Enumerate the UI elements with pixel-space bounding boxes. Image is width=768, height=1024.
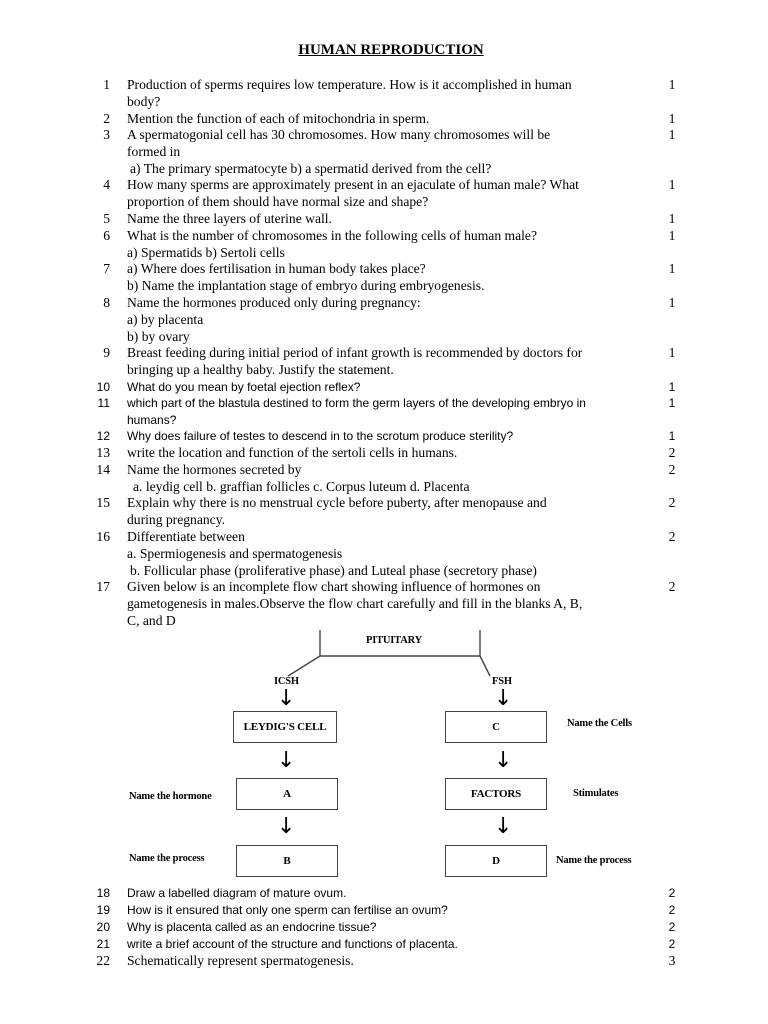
question-marks: 1	[668, 177, 676, 192]
arrow-down-icon: ↓	[494, 814, 513, 839]
question-marks: 1	[668, 77, 676, 92]
question-text	[127, 445, 657, 462]
question-marks: 3	[668, 953, 676, 968]
question-number: 1	[103, 77, 110, 92]
question-number: 2	[103, 111, 110, 126]
question-number: 21	[96, 937, 110, 951]
question-line: Schematically represent spermatogenesis.	[127, 953, 354, 968]
question-text	[127, 495, 657, 529]
box-d: D	[445, 845, 547, 877]
question-number: 8	[103, 295, 110, 310]
question-number: 13	[96, 445, 110, 460]
question-number: 5	[103, 211, 110, 226]
question-number: 18	[96, 886, 110, 900]
question-marks: 1	[668, 380, 676, 394]
question-line: Breast feeding during initial period of infant growth is recommended by doctors for	[127, 345, 583, 360]
question-text	[127, 919, 657, 936]
question-marks: 2	[668, 445, 676, 460]
question-number: 12	[96, 429, 110, 443]
question-marks: 1	[668, 211, 676, 226]
question-line: How many sperms are approximately present in an ejaculate of human male? What	[127, 177, 579, 192]
name-process-right-label: Name the process	[556, 855, 632, 866]
question-line: gametogenesis in males.Observe the flow chart carefully and fill in the blanks A, B,	[127, 595, 583, 611]
question-text	[127, 228, 657, 262]
question-line: a) Spermatids b) Sertoli cells	[127, 244, 285, 260]
question-text	[127, 127, 657, 177]
stimulates-label: Stimulates	[573, 788, 619, 799]
question-line: Name the three layers of uterine wall.	[127, 211, 332, 226]
page-title: HUMAN REPRODUCTION	[298, 42, 484, 58]
question-number: 9	[103, 345, 110, 360]
question-line: a) by placenta	[127, 311, 204, 327]
question-text	[127, 177, 657, 211]
question-number: 14	[96, 462, 110, 477]
pituitary-bracket	[320, 630, 480, 656]
question-line: humans?	[127, 412, 177, 427]
question-marks: 2	[668, 920, 676, 934]
question-marks: 2	[668, 937, 676, 951]
question-text	[127, 902, 657, 919]
question-text	[127, 211, 657, 228]
question-line: proportion of them should have normal size and shape?	[127, 193, 429, 209]
question-line: formed in	[127, 143, 181, 159]
question-line: body?	[127, 93, 161, 109]
question-number: 11	[97, 396, 110, 410]
question-text	[127, 885, 657, 902]
question-line: which part of the blastula destined to form the germ layers of the developing embryo in	[127, 396, 586, 410]
question-text	[127, 936, 657, 953]
question-line: Why does failure of testes to descend in to the scrotum produce sterility?	[127, 429, 514, 443]
question-marks: 1	[668, 261, 676, 276]
question-line: Production of sperms requires low temperature. How is it accomplished in human	[127, 77, 572, 92]
icsh-label: ICSH	[274, 676, 299, 687]
question-line: Why is placenta called as an endocrine tissue?	[127, 920, 377, 934]
question-line: a. leydig cell b. graffian follicles c. Corpus luteum d. Placenta	[133, 478, 470, 494]
question-line: b) by ovary	[127, 328, 190, 344]
question-text	[127, 462, 657, 496]
question-line: Given below is an incomplete flow chart showing influence of hormones on	[127, 579, 541, 594]
question-number: 20	[96, 920, 110, 934]
question-marks: 1	[668, 127, 676, 142]
question-line: Explain why there is no menstrual cycle before puberty, after menopause and	[127, 495, 547, 510]
question-line: a) Where does fertilisation in human body takes place?	[127, 261, 426, 276]
question-text	[127, 529, 657, 579]
question-line: How is it ensured that only one sperm can fertilise an ovum?	[127, 903, 448, 917]
question-line: Differentiate between	[127, 529, 245, 544]
question-text	[127, 395, 657, 429]
arrow-down-icon: ↓	[277, 814, 296, 839]
leydig-cell-box: LEYDIG'S CELL	[233, 711, 337, 743]
question-text	[127, 77, 657, 111]
question-text	[127, 953, 657, 970]
question-text	[127, 295, 657, 345]
question-text	[127, 579, 657, 629]
arrow-down-icon: ↓	[494, 748, 513, 773]
question-number: 7	[103, 261, 110, 276]
arrow-down-icon: ↓	[277, 686, 296, 711]
question-text	[127, 379, 657, 396]
arrow-down-icon: ↓	[494, 686, 513, 711]
question-line: Draw a labelled diagram of mature ovum.	[127, 886, 347, 900]
name-hormone-label: Name the hormone	[129, 791, 212, 802]
question-number: 17	[96, 579, 110, 594]
question-line: Name the hormones secreted by	[127, 462, 302, 477]
question-line: C, and D	[127, 612, 176, 628]
box-b: B	[236, 845, 338, 877]
question-text	[127, 261, 657, 295]
question-marks: 2	[668, 495, 676, 510]
question-line: A spermatogonial cell has 30 chromosomes. How many chromosomes will be	[127, 127, 551, 142]
question-marks: 2	[668, 462, 676, 477]
question-line: write the location and function of the sertoli cells in humans.	[127, 445, 458, 460]
question-line: What is the number of chromosomes in the following cells of human male?	[127, 228, 537, 243]
question-marks: 2	[668, 529, 676, 544]
question-marks: 2	[668, 903, 676, 917]
question-text	[127, 111, 657, 128]
fsh-branch-line	[480, 656, 490, 676]
question-number: 4	[103, 177, 110, 192]
question-number: 19	[96, 903, 110, 917]
question-number: 22	[96, 953, 110, 968]
question-number: 10	[96, 380, 110, 394]
question-number: 3	[103, 127, 110, 142]
question-line: a) The primary spermatocyte b) a spermatid derived from the cell?	[130, 160, 492, 176]
question-line: bringing up a healthy baby. Justify the statement.	[127, 361, 394, 377]
question-text	[127, 345, 657, 379]
name-process-left-label: Name the process	[129, 853, 205, 864]
question-line: during pregnancy.	[127, 511, 226, 527]
pituitary-label: PITUITARY	[366, 635, 422, 646]
question-marks: 1	[668, 111, 676, 126]
question-line: Mention the function of each of mitochondria in sperm.	[127, 111, 430, 126]
box-a: A	[236, 778, 338, 810]
question-marks: 1	[668, 396, 676, 410]
arrow-down-icon: ↓	[277, 748, 296, 773]
question-text	[127, 428, 657, 445]
question-line: a. Spermiogenesis and spermatogenesis	[127, 545, 343, 561]
question-marks: 2	[668, 886, 676, 900]
question-number: 16	[96, 529, 110, 544]
box-c: C	[445, 711, 547, 743]
question-marks: 1	[668, 345, 676, 360]
factors-box: FACTORS	[445, 778, 547, 810]
question-marks: 1	[668, 429, 676, 443]
question-marks: 1	[668, 228, 676, 243]
question-marks: 1	[668, 295, 676, 310]
question-line: b. Follicular phase (proliferative phase) and Luteal phase (secretory phase)	[130, 562, 537, 578]
question-line: Name the hormones produced only during pregnancy:	[127, 295, 421, 310]
name-cells-label: Name the Cells	[567, 718, 632, 729]
question-line: What do you mean by foetal ejection reflex?	[127, 380, 361, 394]
question-line: write a brief account of the structure and functions of placenta.	[127, 937, 458, 951]
question-marks: 2	[668, 579, 676, 594]
question-number: 15	[96, 495, 110, 510]
question-number: 6	[103, 228, 110, 243]
question-line: b) Name the implantation stage of embryo during embryogenesis.	[127, 277, 485, 293]
icsh-branch-line	[288, 656, 320, 676]
fsh-label: FSH	[492, 676, 512, 687]
